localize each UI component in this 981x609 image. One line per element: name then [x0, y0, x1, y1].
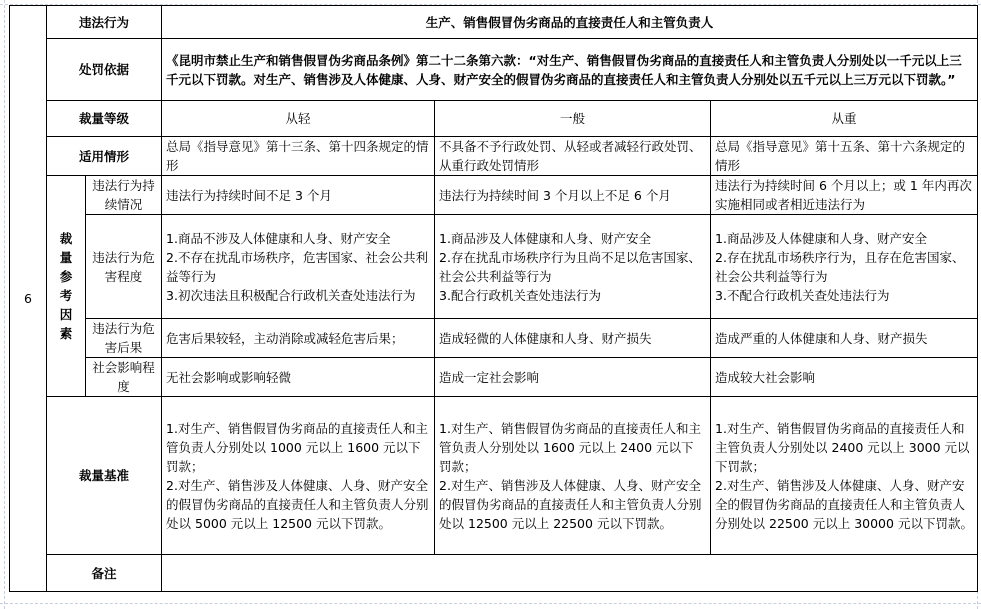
remarks-row [10, 555, 978, 592]
factors-label-char: 因 [59, 307, 73, 322]
standard-heavy [711, 397, 978, 555]
basis-row [10, 39, 978, 101]
factor-heavy: 造成较大社会影响 [711, 358, 978, 397]
factor-name: 社会影响程度 [86, 358, 162, 397]
factor-row [10, 176, 978, 215]
factors-label-char: 考 [59, 288, 73, 303]
factor-light: 违法行为持续时间不足 3 个月 [162, 176, 435, 215]
factor-light: 无社会影响或影响轻微 [162, 358, 435, 397]
situation-normal: 不具备不予行政处罚、从轻或者减轻行政处罚、从重行政处罚情形 [435, 137, 711, 176]
level-light: 从轻 [162, 101, 435, 137]
standard-line: 1.对生产、销售假冒伪劣商品的直接责任人和主管负责人分别处以 1600 元以上 2400 元以下罚款； [439, 420, 701, 474]
factor-name: 违法行为危害后果 [86, 319, 162, 358]
page-guide-line [0, 603, 981, 604]
factor-normal: 违法行为持续时间 3 个月以上不足 6 个月 [435, 176, 711, 215]
page-guide-line [4, 0, 5, 609]
factor-line: 1.商品涉及人体健康和人身、财产安全 [715, 230, 927, 246]
factors-label-char: 裁 [59, 231, 73, 246]
standard-normal [435, 397, 711, 555]
factor-name: 违法行为持续情况 [86, 176, 162, 215]
factor-line: 2.存在扰乱市场秩序行为，且存在危害国家、社会公共利益等行为 [715, 249, 965, 284]
situation-heavy: 总局《指导意见》第十五条、第十六条规定的情形 [711, 137, 978, 176]
standard-line: 2.对生产、销售涉及人体健康、人身、财产安全的假冒伪劣商品的直接责任人和主管负责人分别处以 22500 元以上 30000 元以下罚款。 [715, 477, 973, 531]
factor-normal: 造成一定社会影响 [435, 358, 711, 397]
violation-row [10, 6, 978, 39]
remarks-label: 备注 [47, 555, 162, 592]
factors-label-char: 参 [59, 269, 73, 284]
standard-label: 裁量基准 [47, 397, 162, 555]
factor-line: 3.配合行政机关查处违法行为 [439, 287, 601, 303]
factor-heavy: 造成严重的人体健康和人身、财产损失 [711, 319, 978, 358]
factor-row [10, 358, 978, 397]
standard-line: 2.对生产、销售涉及人体健康、人身、财产安全的假冒伪劣商品的直接责任人和主管负责人分别处以 12500 元以上 22500 元以下罚款。 [439, 477, 702, 531]
factor-row [10, 319, 978, 358]
factor-heavy: 违法行为持续时间 6 个月以上；或 1 年内再次实施相同或者相近违法行为 [711, 176, 978, 215]
violation-label: 违法行为 [47, 6, 162, 39]
factor-line: 1.商品不涉及人体健康和人身、财产安全 [166, 230, 391, 246]
situation-row [10, 137, 978, 176]
factor-line: 2.存在扰乱市场秩序行为且尚不足以危害国家、社会公共利益等行为 [439, 249, 701, 284]
factors-label-char: 量 [59, 250, 73, 265]
factor-line: 2.不存在扰乱市场秩序，危害国家、社会公共利益等行为 [166, 249, 428, 284]
factor-line: 1.商品涉及人体健康和人身、财产安全 [439, 230, 651, 246]
standard-line: 2.对生产、销售涉及人体健康、人身、财产安全的假冒伪劣商品的直接责任人和主管负责人分别处以 5000 元以上 12500 元以下罚款。 [166, 477, 429, 531]
level-row [10, 101, 978, 137]
level-heavy: 从重 [711, 101, 978, 137]
level-label: 裁量等级 [47, 101, 162, 137]
factor-name: 违法行为危害程度 [86, 215, 162, 319]
standard-light [162, 397, 435, 555]
factor-normal: 造成轻微的人体健康和人身、财产损失 [435, 319, 711, 358]
factors-label [47, 176, 86, 397]
standard-line: 1.对生产、销售假冒伪劣商品的直接责任人和主管负责人分别处以 2400 元以上 3000 元以下罚款； [715, 420, 970, 474]
standard-line: 1.对生产、销售假冒伪劣商品的直接责任人和主管负责人分别处以 1000 元以上 1600 元以下罚款； [166, 420, 428, 474]
factor-line: 3.初次违法且积极配合行政机关查处违法行为 [166, 287, 416, 303]
factor-line: 3.不配合行政机关查处违法行为 [715, 287, 890, 303]
standard-row [10, 397, 978, 555]
factor-row [10, 215, 978, 319]
penalty-discretion-table [9, 5, 978, 592]
situation-label: 适用情形 [47, 137, 162, 176]
situation-light: 总局《指导意见》第十三条、第十四条规定的情形 [162, 137, 435, 176]
violation-value: 生产、销售假冒伪劣商品的直接责任人和主管负责人 [162, 6, 978, 39]
basis-label: 处罚依据 [47, 39, 162, 101]
level-normal: 一般 [435, 101, 711, 137]
basis-value: 《昆明市禁止生产和销售假冒伪劣商品条例》第二十二条第六款：“对生产、销售假冒伪劣商品的直接责任人和主管负责人分别处以一千元以上三千元以下罚款。对生产、销售涉及人体健康、人身、财产安全的假冒伪劣商品的直接责任人和主管负责人分别处以五千元以上三万元以下罚款。” [162, 39, 978, 101]
factors-label-char: 素 [59, 326, 73, 341]
factor-heavy [711, 215, 978, 319]
factor-light: 危害后果较轻，主动消除或减轻危害后果； [162, 319, 435, 358]
factor-light [162, 215, 435, 319]
row-index: 6 [10, 6, 47, 592]
factor-normal [435, 215, 711, 319]
remarks-value [162, 555, 978, 592]
